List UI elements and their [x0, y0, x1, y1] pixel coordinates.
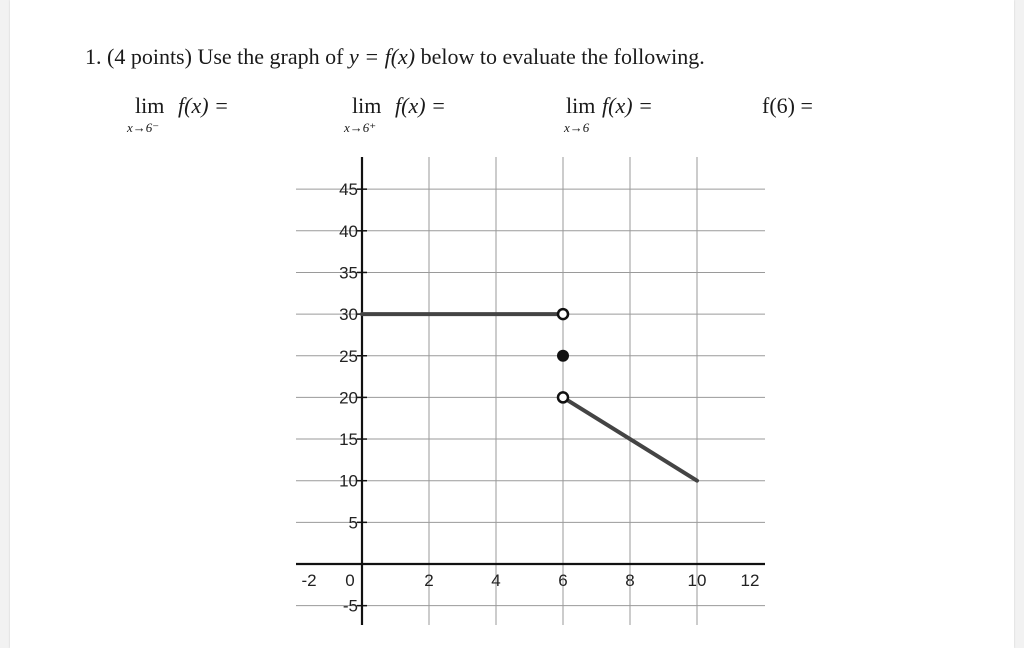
- lim-subscript: x→6⁻: [127, 120, 160, 135]
- y-tick-label: 30: [339, 305, 358, 325]
- lim-expression: f(x) =: [178, 93, 229, 118]
- x-tick-label: 6: [558, 571, 568, 590]
- lim-word: lim: [135, 93, 165, 118]
- y-tick-label: 40: [339, 221, 358, 241]
- y-tick-label: 45: [339, 180, 358, 200]
- lim-subscript: x→6⁺: [344, 120, 377, 135]
- x-tick-label: -2: [301, 571, 317, 590]
- lim-expression: f(x) =: [602, 93, 653, 118]
- x-tick-label: 8: [625, 571, 635, 590]
- x-tick-label: 10: [687, 571, 707, 590]
- x-tick-label: 0: [345, 571, 355, 590]
- y-tick-label: 5: [348, 513, 358, 533]
- y-tick-label: 25: [339, 346, 358, 366]
- problem-text-after: below to evaluate the following.: [420, 44, 705, 69]
- lim-word: lim: [566, 93, 596, 118]
- y-tick-label: 10: [339, 471, 358, 491]
- x-tick-label: 2: [424, 571, 434, 590]
- problem-number: 1.: [85, 44, 102, 69]
- y-tick-label: 15: [339, 430, 358, 450]
- problem-text-before: Use the graph of: [197, 44, 344, 69]
- lim-subscript: x→6: [564, 120, 590, 135]
- lim-word: lim: [352, 93, 382, 118]
- y-tick-label: 35: [339, 263, 358, 283]
- question-function-value: f(6) =: [762, 93, 813, 118]
- open-point: [558, 392, 568, 402]
- y-tick-label: -5: [342, 596, 358, 616]
- lim-expression: f(x) =: [395, 93, 446, 118]
- x-tick-label: 4: [491, 571, 501, 590]
- closed-point: [557, 350, 569, 362]
- y-tick-label: 20: [339, 388, 358, 408]
- x-tick-label: 12: [740, 571, 760, 590]
- problem-points: (4 points): [107, 44, 192, 69]
- problem-equation: y = f(x): [348, 44, 416, 69]
- open-point: [558, 309, 568, 319]
